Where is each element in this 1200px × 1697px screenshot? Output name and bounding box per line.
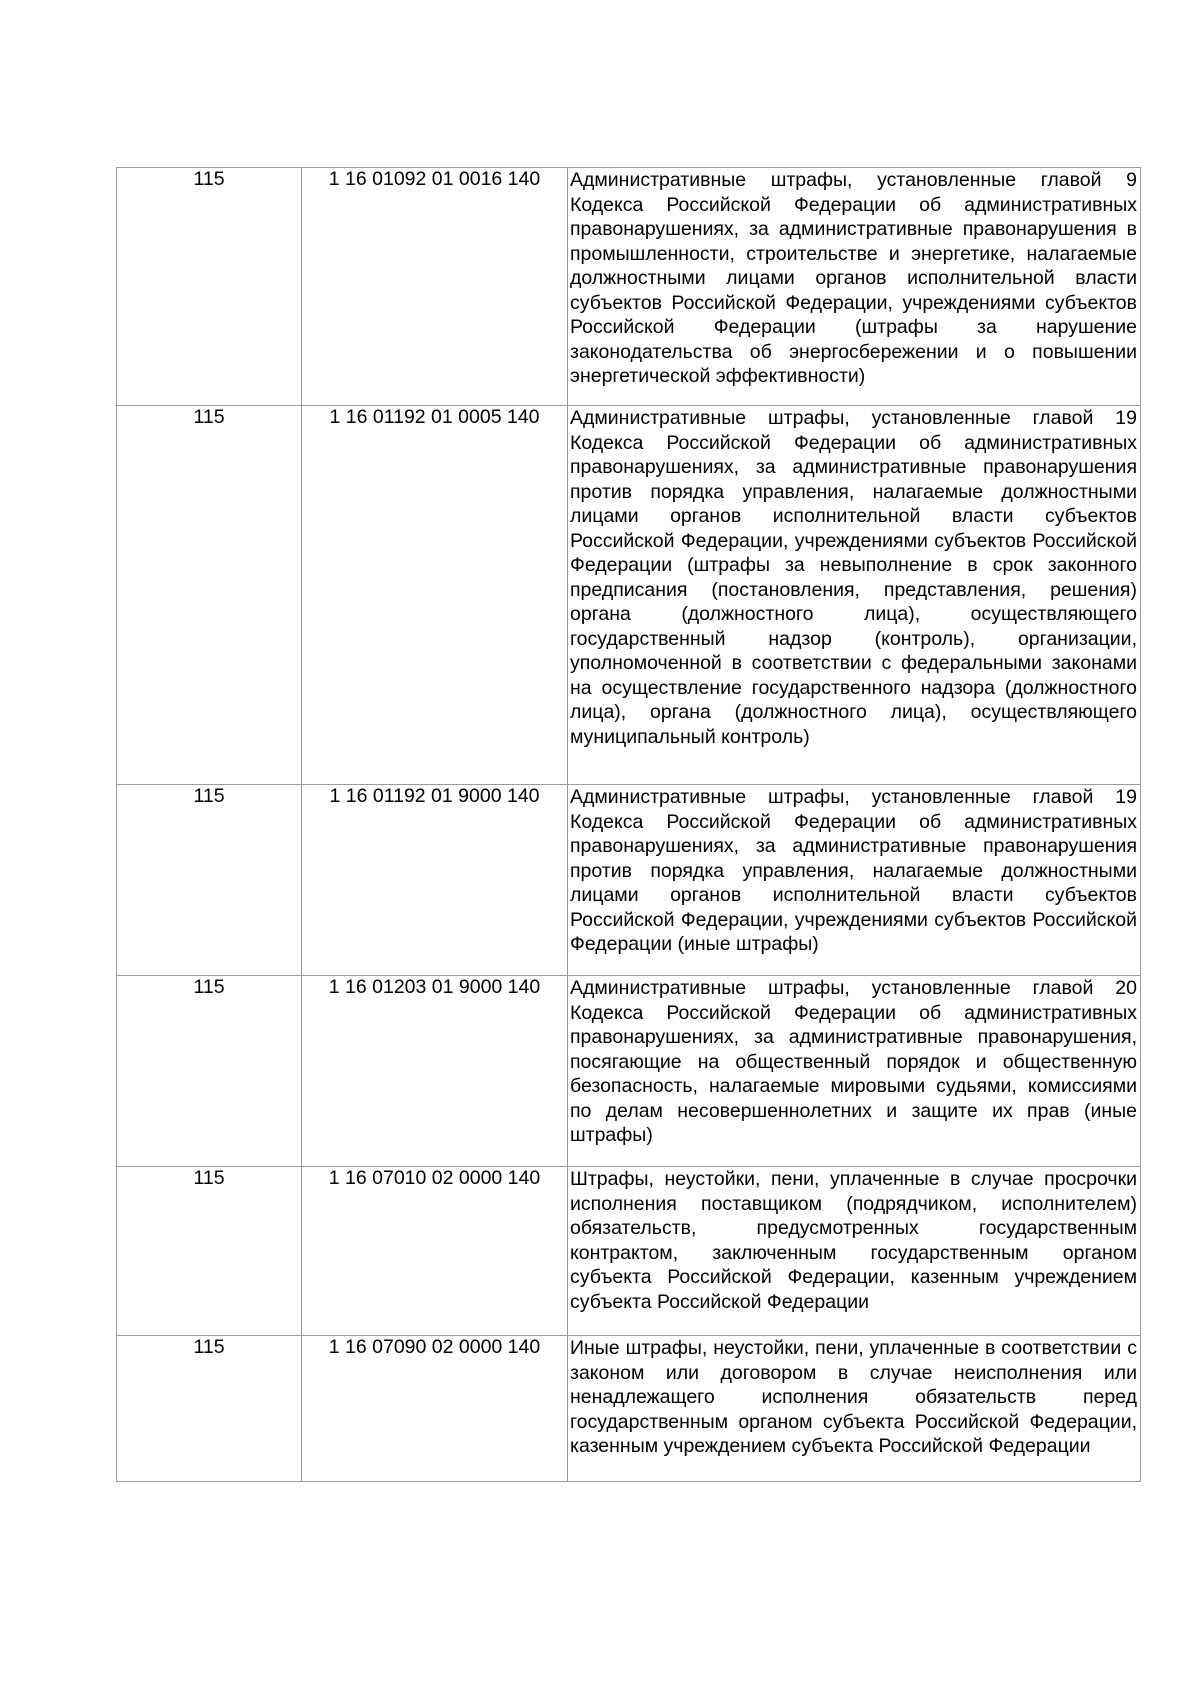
table-row — [117, 976, 1141, 1167]
kbk-code-cell: 1 16 01092 01 0016 140 — [302, 168, 568, 406]
admin-code-cell: 115 — [117, 168, 302, 406]
admin-code-cell: 115 — [117, 1167, 302, 1336]
table-row — [117, 785, 1141, 976]
kbk-code-cell: 1 16 07010 02 0000 140 — [302, 1167, 568, 1336]
table-row — [117, 1167, 1141, 1336]
admin-code-cell: 115 — [117, 976, 302, 1167]
revenue-name-text: Административные штрафы, установленные главой 9 Кодекса Российской Федерации об административных правонарушениях, за административные правонарушения в промышленности, строительстве и энергетике, налагаемые должностными лицами органов исполнительной власти субъектов Российской Федерации, учреждениями субъектов Российской Федерации (штрафы за нарушение законодательства об энергосбережении и о повышении энергетической эффективности) — [570, 169, 1137, 387]
kbk-code-cell: 1 16 01192 01 9000 140 — [302, 785, 568, 976]
kbk-code-cell: 1 16 07090 02 0000 140 — [302, 1336, 568, 1482]
admin-code-cell: 115 — [117, 406, 302, 785]
table-row — [117, 1336, 1141, 1482]
name-cell — [568, 168, 1141, 406]
name-cell — [568, 1167, 1141, 1336]
name-cell — [568, 785, 1141, 976]
table-row — [117, 406, 1141, 785]
revenue-name-text: Административные штрафы, установленные главой 19 Кодекса Российской Федерации об административных правонарушениях, за административные правонарушения против порядка управления, налагаемые должностными лицами органов исполнительной власти субъектов Российской Федерации, учреждениями субъектов Российской Федерации (иные штрафы) — [570, 786, 1137, 955]
revenue-classification-table — [116, 167, 1141, 1482]
revenue-name-text: Административные штрафы, установленные главой 20 Кодекса Российской Федерации об административных правонарушениях, за административные правонарушения, посягающие на общественный порядок и общественную безопасность, налагаемые мировыми судьями, комиссиями по делам несовершеннолетних и защите их прав (иные штрафы) — [570, 977, 1137, 1146]
table-row — [117, 168, 1141, 406]
kbk-code-cell: 1 16 01203 01 9000 140 — [302, 976, 568, 1167]
revenue-name-text: Административные штрафы, установленные главой 19 Кодекса Российской Федерации об административных правонарушениях, за административные правонарушения против порядка управления, налагаемые должностными лицами органов исполнительной власти субъектов Российской Федерации, учреждениями субъектов Российской Федерации (штрафы за невыполнение в срок законного предписания (постановления, представления, решения) органа (должностного лица), осуществляющего государственный надзор (контроль), организации, уполномоченной в соответствии с федеральными законами на осуществление государственного надзора (должностного лица), органа (должностного лица), осуществляющего муниципальный контроль) — [570, 407, 1137, 748]
name-cell — [568, 406, 1141, 785]
revenue-name-text: Иные штрафы, неустойки, пени, уплаченные в соответствии с законом или договором в случае неисполнения или ненадлежащего исполнения обязательств перед государственным органом субъекта Российской Федерации, казенным учреждением субъекта Российской Федерации — [570, 1337, 1137, 1457]
kbk-code-cell: 1 16 01192 01 0005 140 — [302, 406, 568, 785]
admin-code-cell: 115 — [117, 1336, 302, 1482]
admin-code-cell: 115 — [117, 785, 302, 976]
name-cell — [568, 1336, 1141, 1482]
name-cell — [568, 976, 1141, 1167]
revenue-name-text: Штрафы, неустойки, пени, уплаченные в случае просрочки исполнения поставщиком (подрядчиком, исполнителем) обязательств, предусмотренных государственным контрактом, заключенным государственным органом субъекта Российской Федерации, казенным учреждением субъекта Российской Федерации — [570, 1168, 1137, 1313]
